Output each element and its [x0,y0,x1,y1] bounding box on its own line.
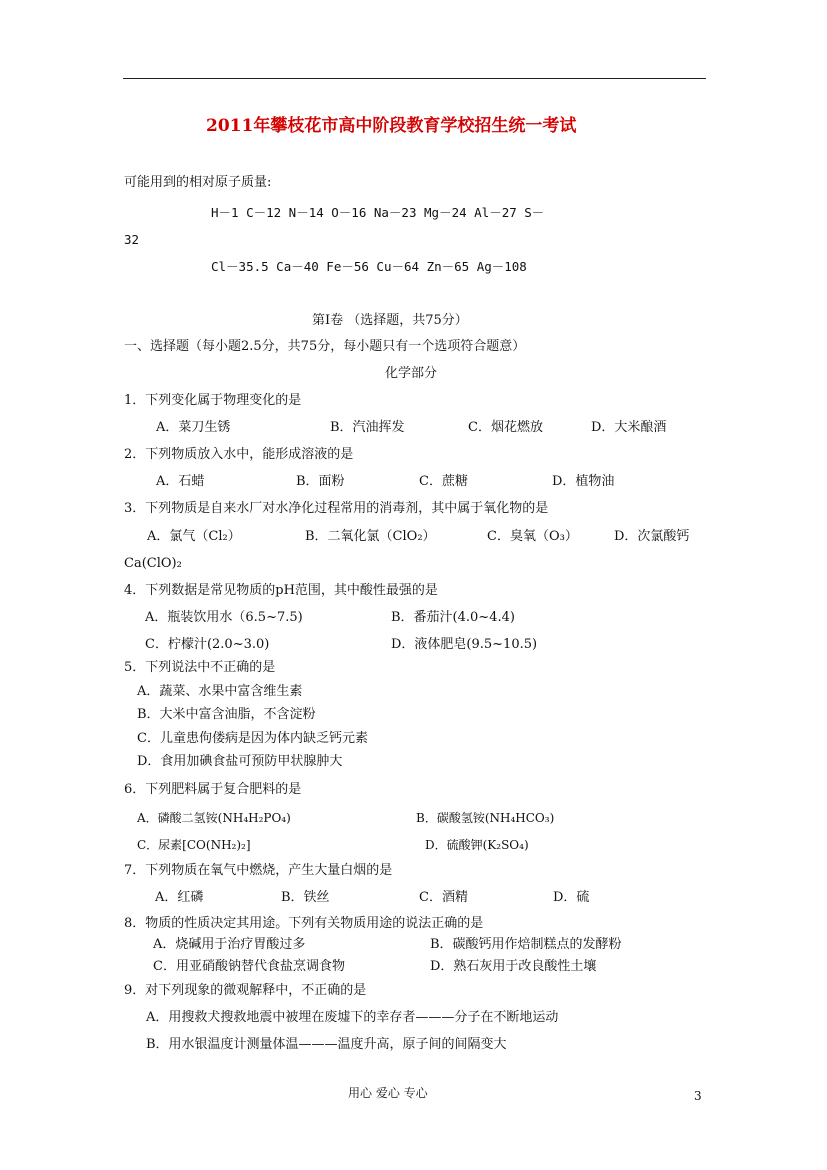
question-5-option-d: D．食用加碘食盐可预防甲状腺肿大 [137,754,343,769]
question-4-stem: 4．下列数据是常见物质的pH范围，其中酸性最强的是 [124,583,438,598]
question-7-option-c: C．酒精 [419,890,468,905]
question-4-option-d: D．液体肥皂(9.5~10.5) [391,637,538,652]
question-1-option-c: C．烟花燃放 [468,420,543,435]
question-7-option-a: A．红磷 [155,890,204,905]
question-3-option-c: C．臭氧（O₃） [487,529,578,544]
question-7-stem: 7．下列物质在氧气中燃烧，产生大量白烟的是 [124,863,393,878]
atomic-mass-row-1: H－1 C－12 N－14 O－16 Na－23 Mg－24 Al－27 S－ [211,205,545,220]
atomic-mass-intro: 可能用到的相对原子质量: [124,175,272,190]
question-5-option-a: A．蔬菜、水果中富含维生素 [137,684,303,699]
question-8-option-b: B．碳酸钙用作焙制糕点的发酵粉 [430,937,622,952]
part-one-heading: 一、选择题（每小题2.5分，共75分，每小题只有一个选项符合题意） [124,339,526,354]
question-2-option-a: A．石蜡 [156,474,205,489]
question-3-option-d-wrap: Ca(ClO)₂ [124,556,182,571]
question-1-option-d: D．大米酿酒 [591,420,667,435]
question-2-option-b: B．面粉 [296,474,345,489]
question-6-option-c: C．尿素[CO(NH₂)₂] [137,838,251,852]
question-4-option-c: C．柠檬汁(2.0~3.0) [145,637,270,652]
question-7-option-b: B．铁丝 [281,890,330,905]
question-8-option-d: D．熟石灰用于改良酸性土壤 [430,959,597,974]
question-9-option-b: B．用水银温度计测量体温———温度升高，原子间的间隔变大 [146,1037,507,1052]
question-6-stem: 6．下列肥料属于复合肥料的是 [124,782,302,797]
footer-motto: 用心 爱心 专心 [348,1086,428,1100]
question-2-option-d: D．植物油 [552,474,615,489]
question-4-option-b: B．番茄汁(4.0~4.4) [391,610,515,625]
question-7-option-d: D．硫 [553,890,590,905]
question-5-stem: 5．下列说法中不正确的是 [124,660,276,675]
question-3-stem: 3．下列物质是自来水厂对水净化过程常用的消毒剂，其中属于氧化物的是 [124,501,549,516]
question-3-option-a: A．氯气（Cl₂） [147,529,241,544]
question-6-option-b: B．碳酸氢铵(NH₄HCO₃) [416,811,555,825]
page-number: 3 [694,1089,702,1103]
subject-heading: 化学部分 [385,366,438,381]
question-8-stem: 8．物质的性质决定其用途。下列有关物质用途的说法正确的是 [124,916,484,931]
question-9-stem: 9．对下列现象的微观解释中，不正确的是 [124,983,367,998]
header-rule [123,78,706,79]
question-6-option-d: D．硫酸钾(K₂SO₄) [425,838,529,852]
question-3-option-b: B．二氧化氯（ClO₂） [305,529,436,544]
volume-heading: 第Ⅰ卷 （选择题，共75分） [312,313,468,328]
question-1-stem: 1．下列变化属于物理变化的是 [124,393,302,408]
question-9-option-a: A．用搜救犬搜救地震中被埋在废墟下的幸存者———分子在不断地运动 [146,1010,559,1025]
question-2-stem: 2．下列物质放入水中，能形成溶液的是 [124,447,354,462]
page-title: 2011年攀枝花市高中阶段教育学校招生统一考试 [206,116,577,136]
question-5-option-c: C．儿童患佝偻病是因为体内缺乏钙元素 [137,731,368,746]
question-3-option-d: D．次氯酸钙 [614,529,690,544]
question-2-option-c: C．蔗糖 [419,474,468,489]
atomic-mass-row-1-wrap: 32 [124,232,140,247]
question-8-option-a: A．烧碱用于治疗胃酸过多 [153,937,306,952]
question-1-option-a: A．菜刀生锈 [156,420,231,435]
question-4-option-a: A．瓶装饮用水（6.5~7.5) [145,610,303,625]
question-5-option-b: B．大米中富含油脂，不含淀粉 [137,707,316,722]
question-8-option-c: C．用亚硝酸钠替代食盐烹调食物 [153,959,345,974]
question-1-option-b: B．汽油挥发 [330,420,405,435]
question-6-option-a: A．磷酸二氢铵(NH₄H₂PO₄) [137,811,291,825]
atomic-mass-row-2: Cl－35.5 Ca－40 Fe－56 Cu－64 Zn－65 Ag－108 [211,259,527,274]
